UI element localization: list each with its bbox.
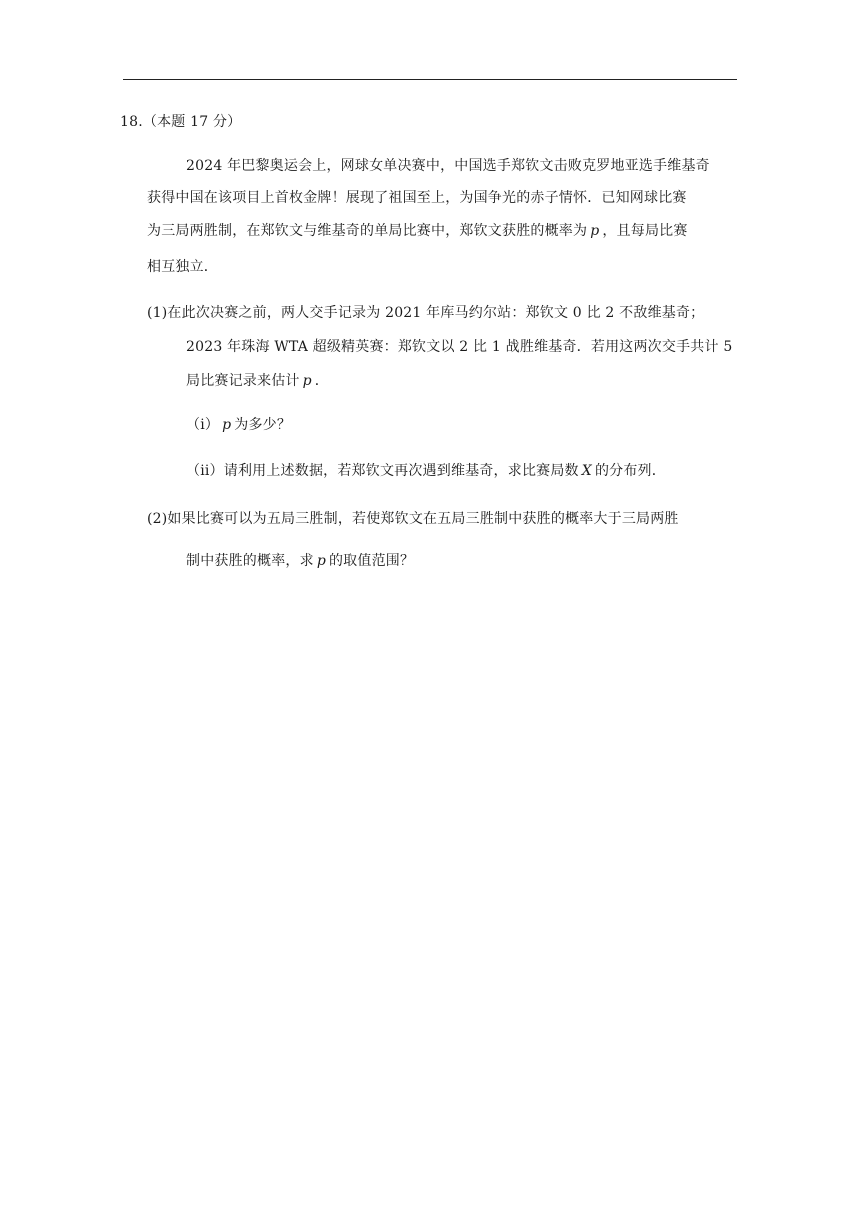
part2-line-2: [186, 551, 414, 571]
part2-line-2-tail: 的取值范围？: [328, 553, 415, 569]
variable-p: p: [590, 223, 600, 239]
sub-question-ii-tail: 的分布列．: [594, 463, 666, 479]
sub-question-ii-text: （ii）请利用上述数据，若郑钦文再次遇到维基奇，求比赛局数: [186, 463, 579, 479]
part2-line-1: (2)如果比赛可以为五局三胜制，若使郑钦文在五局三胜制中获胜的概率大于三局两胜: [147, 511, 679, 527]
intro-line-3-text: 为三局两胜制，在郑钦文与维基奇的单局比赛中，郑钦文获胜的概率为: [147, 223, 588, 239]
part1-line-3-tail: ．: [314, 373, 329, 389]
sub-question-i-text: 为多少？: [234, 417, 292, 433]
intro-line-1: 2024 年巴黎奥运会上，网球女单决赛中，中国选手郑钦文击败克罗地亚选手维基奇: [186, 158, 710, 174]
sub-question-ii: [186, 461, 666, 481]
header-rule: [123, 79, 737, 80]
part1-line-2: 2023 年珠海 WTA 超级精英赛：郑钦文以 2 比 1 战胜维基奇．若用这两次交手共计 5: [186, 339, 733, 355]
sub-question-i-label: （i）: [186, 417, 220, 433]
variable-X: X: [581, 463, 592, 479]
intro-line-4: 相互独立．: [147, 259, 218, 275]
part1-line-3-text: 局比赛记录来估计: [186, 373, 300, 389]
variable-p: p: [316, 553, 326, 569]
part2-line-2-text: 制中获胜的概率，求: [186, 553, 314, 569]
variable-p: p: [222, 417, 232, 433]
sub-question-i: [186, 415, 291, 435]
intro-line-3-tail: ，且每局比赛: [602, 223, 688, 239]
part1-line-1: (1)在此次决赛之前，两人交手记录为 2021 年库马约尔站：郑钦文 0 比 2 不敌维基奇；: [147, 305, 705, 321]
problem-header: 18.（本题 17 分）: [120, 114, 242, 130]
intro-line-3: [147, 221, 688, 241]
variable-p: p: [302, 373, 312, 389]
part1-line-3: [186, 371, 329, 391]
intro-line-2: 获得中国在该项目上首枚金牌！展现了祖国至上，为国争光的赤子情怀．已知网球比赛: [147, 190, 687, 206]
